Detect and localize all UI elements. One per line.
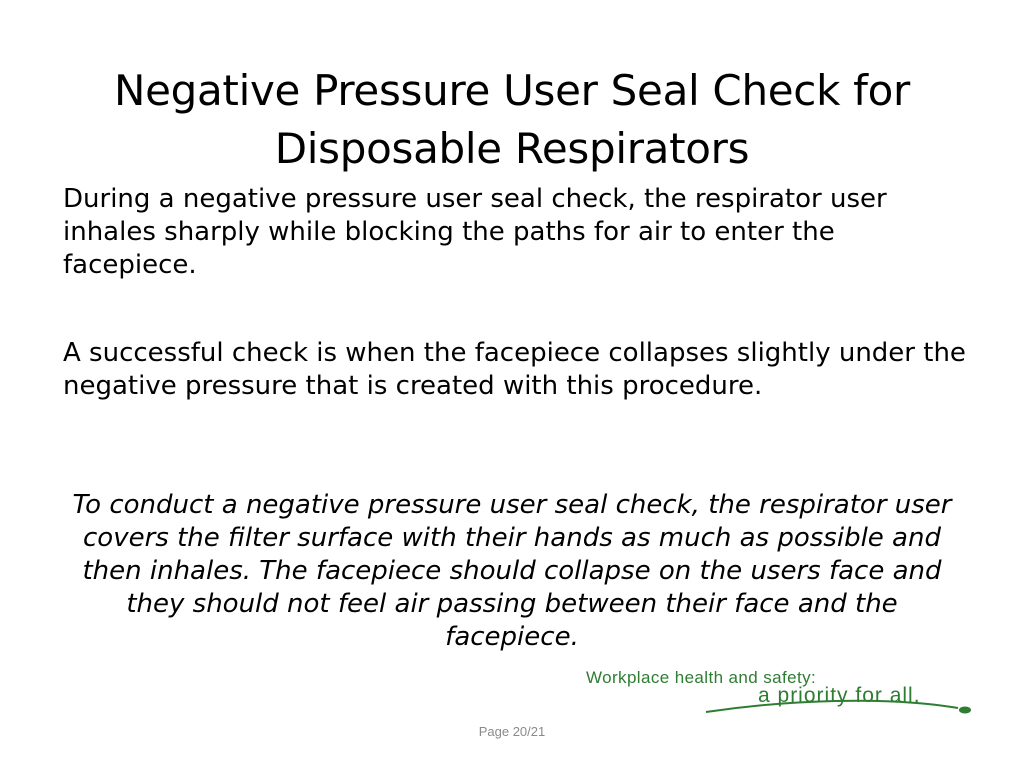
page-number: Page 20/21	[478, 724, 546, 739]
logo-tagline-line2: a priority for all.	[758, 684, 921, 707]
workplace-safety-logo	[586, 668, 986, 722]
logo-tagline-line1: Workplace health and safety:	[586, 668, 817, 687]
paragraph-description: During a negative pressure user seal check, the respirator user inhales sharply while blocking the paths for air to enter the facepiece.	[63, 184, 887, 280]
paragraph-success-criteria: A successful check is when the facepiece collapses slightly under the negative pressure that is created with this procedure.	[63, 338, 966, 401]
swoosh-icon	[686, 692, 986, 722]
paragraph-procedure: To conduct a negative pressure user seal check, the respirator user covers the filter surface with their hands as much as possible and then inhales. The facepiece should collapse on the users face and they should not feel air passing between their face and the facepiece.	[72, 490, 952, 652]
slide-title: Negative Pressure User Seal Check for Disposable Respirators	[113, 66, 911, 174]
